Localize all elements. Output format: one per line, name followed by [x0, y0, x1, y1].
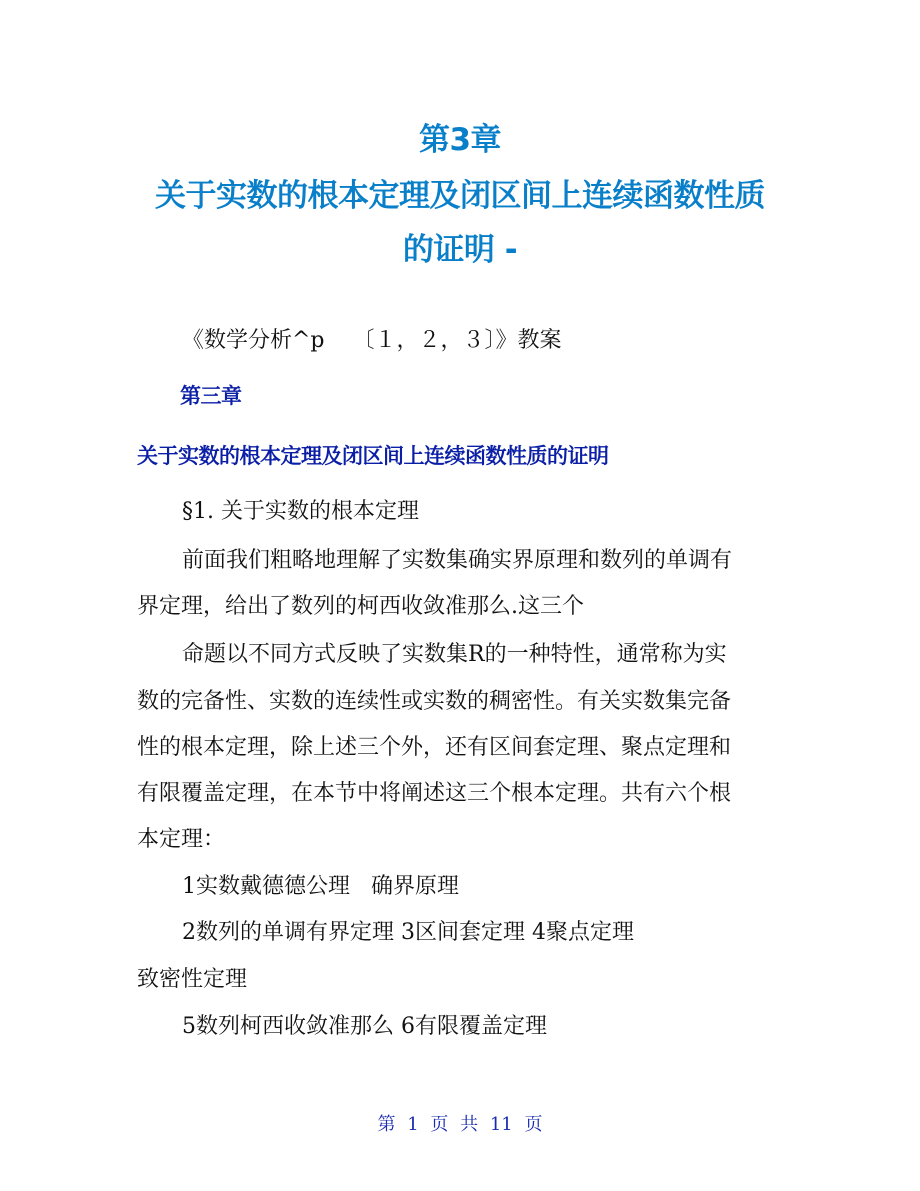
list-item: 致密性定理: [137, 967, 248, 992]
paragraph-line: 性的根本定理，除上述三个外，还有区间套定理、聚点定理和: [137, 735, 732, 760]
document-title-line-1: 第3章: [418, 122, 502, 158]
chapter-label: 第三章: [180, 384, 242, 408]
page-footer: 第 1 页 共 11 页: [377, 1114, 543, 1135]
paragraph-line: 有限覆盖定理，在本节中将阐述这三个根本定理。共有六个根: [137, 781, 732, 806]
paragraph-line: 命题以不同方式反映了实数集R的一种特性，通常称为实: [182, 642, 727, 667]
paragraph-line: 本定理：: [137, 827, 226, 852]
document-title-line-2: 关于实数的根本定理及闭区间上连续函数性质: [155, 178, 765, 214]
list-item: 2数列的单调有界定理 3区间套定理 4聚点定理: [182, 920, 634, 945]
chapter-title: 关于实数的根本定理及闭区间上连续函数性质的证明: [137, 444, 609, 468]
course-line: 《数学分析^p 〔１，２，３〕》教案: [182, 328, 562, 353]
document-title-line-3: 的证明 -: [402, 232, 518, 268]
section-title: §1. 关于实数的根本定理: [182, 499, 419, 524]
paragraph-line: 前面我们粗略地理解了实数集确实界原理和数列的单调有: [182, 548, 733, 573]
paragraph-line: 数的完备性、实数的连续性或实数的稠密性。有关实数集完备: [137, 689, 732, 714]
paragraph-line: 界定理，给出了数列的柯西收敛准那么.这三个: [137, 594, 584, 619]
list-item: 5数列柯西收敛准那么 6有限覆盖定理: [182, 1014, 547, 1039]
list-item: 1实数戴德德公理 确界原理: [182, 874, 459, 899]
